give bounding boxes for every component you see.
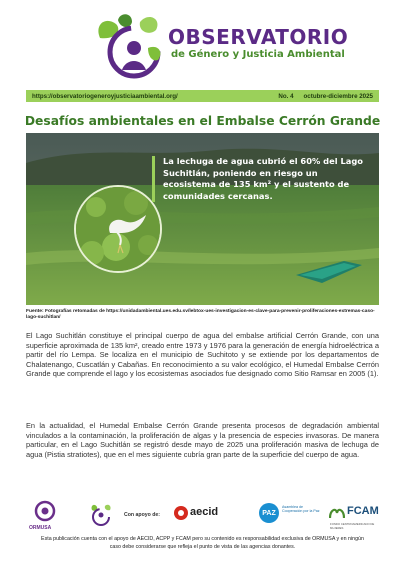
ormusa-label: ORMUSA (29, 525, 52, 531)
fcam-label: FCAM (347, 505, 379, 517)
photo-source-caption: Fuente: Fotografías retomadas de https://unidadambiental.ues.edu.sv/lebtox-ues-investigacion-es-clave-para-prevenir-proliferaciones-extremas-caso-lago-suchitlan/ (26, 309, 375, 321)
issue-number: No. 4 (278, 92, 294, 100)
brand-title: OBSERVATORIO (168, 25, 349, 49)
issue-info-bar (26, 90, 379, 102)
egret-illustration (76, 187, 162, 273)
observatorio-small-logo-icon (88, 502, 114, 528)
brand-subtitle: de Género y Justicia Ambiental (171, 49, 345, 60)
funding-disclaimer: Esta publicación cuenta con el apoyo de AECID, ACPP y FCAM pero su contenido es responsabilidad exclusiva de ORMUSA y en ningún caso debe considerarse que refleja el punto de vista de las agencias donantes. (41, 536, 364, 550)
body-paragraph-1: El Lago Suchitlán constituye el principal cuerpo de agua del embalse artificial Cerrón Grande, con una superficie aproximada de 135 km², creado entre 1973 y 1976 para la generación de energía hidroeléctrica a partir del río Lempa. Se localiza en el municipio de Suchitoto y se extiende por los departamentos de Chalatenango, Cuscatlán y Cabañas. En reconocimiento a su valor ecológico, el Humedal Embalse Cerrón Grande que comprende el lago y los ecosistemas asociados fue designado como Sitio Ramsar en 2005 (1). (26, 331, 379, 378)
aecid-label: aecid (190, 506, 219, 518)
issue-period: octubre-diciembre 2025 (303, 92, 373, 100)
support-label: Con apoyo de: (124, 512, 161, 518)
fcam-logo-icon (329, 506, 345, 520)
fcam-sublabel: FONDO CENTROAMERICANO DE MUJERES (330, 522, 375, 530)
photo-callout: La lechuga de agua cubrió el 60% del Lago Suchitlán, poniendo en riesgo un ecosistema de 135 km² y el sustento de comunidades cercanas. (152, 156, 368, 202)
masthead (0, 0, 405, 86)
aecid-logo-icon (174, 506, 188, 520)
site-url-link[interactable]: https://observatoriogeneroyjusticiaambiental.org/ (32, 92, 178, 100)
paz-logo-icon (259, 503, 279, 523)
observatorio-leaf-logo-icon (92, 10, 170, 84)
article-headline: Desafíos ambientales en el Embalse Cerrón Grande (24, 114, 381, 128)
paz-label: PAZ (262, 509, 276, 517)
sponsor-logos (26, 500, 379, 532)
egret-inset-photo (74, 185, 162, 273)
body-paragraph-2: En la actualidad, el Humedal Embalse Cerrón Grande presenta procesos de degradación ambiental vinculados a la contaminación, la proliferación de algas y la presencia de especies invasoras. De manera particular, en el Lago Suchitlán se registró desde mayo de 2025 una proliferación masiva de lechuga de agua (Pistia stratiotes), que en el mes siguiente cubría gran parte de la superficie del cuerpo de agua. (26, 421, 379, 459)
paz-text: Asamblea de Cooperación por la Paz (282, 505, 320, 514)
